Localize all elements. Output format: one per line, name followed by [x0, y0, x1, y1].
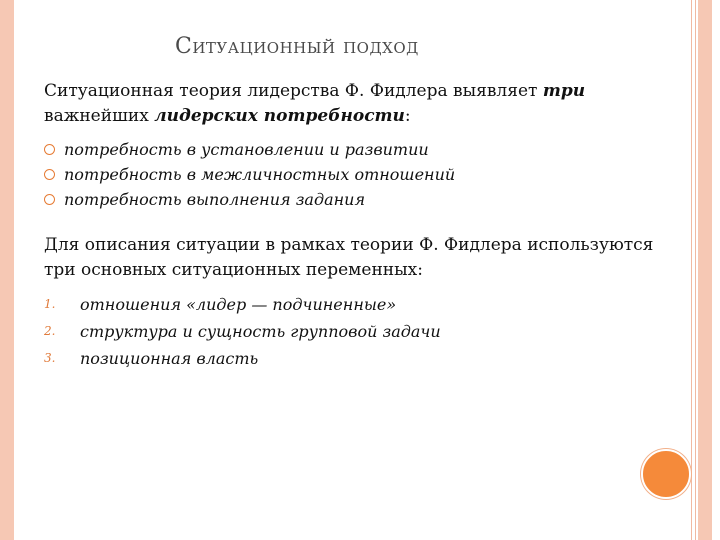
variables-list: [44, 291, 441, 372]
intro-text: важнейших: [44, 106, 155, 126]
intro-emphasis: три: [542, 81, 586, 101]
list-item: [44, 345, 441, 372]
item-number: 2.: [44, 324, 56, 338]
left-border: [0, 0, 14, 540]
list-item: [44, 162, 455, 187]
variable-label: позиционная власть: [80, 349, 259, 368]
decorative-circle: [641, 449, 691, 499]
variable-label: структура и сущность групповой задачи: [80, 322, 441, 341]
circle-bullet-icon: [44, 169, 55, 180]
list-item: [44, 318, 441, 345]
item-number: 3.: [44, 351, 56, 365]
list-item: [44, 291, 441, 318]
right-border-line: [695, 0, 696, 540]
intro-emphasis: лидерских потребности: [154, 106, 405, 126]
variable-label: отношения «лидер — подчиненные»: [80, 295, 397, 314]
slide-title: Ситуационный подход: [175, 34, 419, 59]
need-label: потребность в межличностных отношений: [64, 165, 456, 184]
list-item: [44, 137, 455, 162]
intro-text: Ситуационная теория лидерства Ф. Фидлера выявляет: [44, 81, 543, 101]
item-number: 1.: [44, 297, 56, 311]
need-label: потребность в установлении и развитии: [64, 140, 429, 159]
circle-bullet-icon: [44, 144, 55, 155]
need-label: потребность выполнения задания: [64, 190, 366, 209]
intro-text: :: [404, 106, 411, 126]
right-border: [698, 0, 712, 540]
list-item: [44, 187, 455, 212]
needs-list: [44, 137, 455, 212]
situation-paragraph: Для описания ситуации в рамках теории Ф. Фидлера используются три основных ситуационных переменных:: [44, 235, 654, 280]
circle-bullet-icon: [44, 194, 55, 205]
intro-paragraph: [44, 79, 664, 129]
right-border-line: [691, 0, 692, 540]
